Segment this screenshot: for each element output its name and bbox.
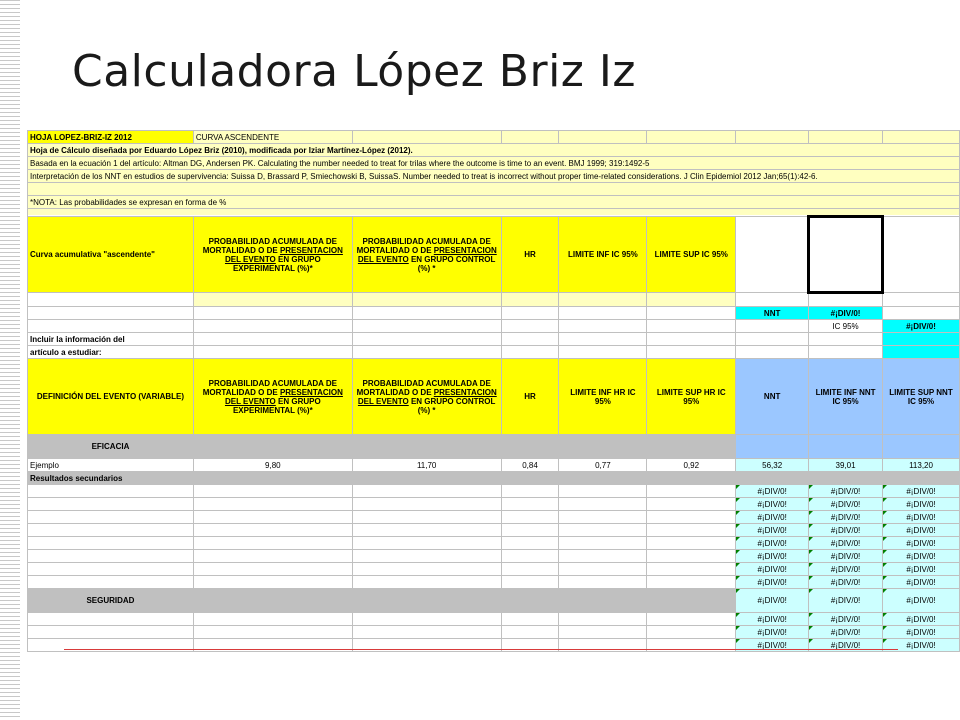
cell[interactable] (28, 511, 194, 524)
cell[interactable] (883, 472, 960, 485)
cell[interactable] (501, 524, 559, 537)
header-nnt-inf[interactable]: LIMITE INF NNT IC 95% (809, 359, 883, 435)
nnt-inf-error-cell[interactable]: #¡DIV/0! (809, 550, 883, 563)
cell[interactable] (352, 626, 501, 639)
header-ic-sup[interactable]: LIMITE SUP IC 95% (647, 217, 736, 293)
nnt-sup-error-cell[interactable]: #¡DIV/0! (883, 639, 960, 652)
cell[interactable] (501, 576, 559, 589)
cell[interactable] (559, 472, 647, 485)
cell[interactable] (352, 346, 501, 359)
cell[interactable] (647, 498, 736, 511)
cell[interactable] (647, 613, 736, 626)
nnt-error-cell[interactable]: #¡DIV/0! (736, 524, 809, 537)
cell[interactable] (736, 333, 809, 346)
cell[interactable] (501, 589, 559, 613)
example-exp-value[interactable]: 9,80 (193, 459, 352, 472)
cell[interactable] (28, 576, 194, 589)
nnt-sup-error-cell[interactable]: #¡DIV/0! (883, 576, 960, 589)
cell[interactable] (28, 613, 194, 626)
header-nnt-sup[interactable]: LIMITE SUP NNT IC 95% (883, 359, 960, 435)
cell[interactable] (647, 307, 736, 320)
cell[interactable] (501, 333, 559, 346)
cell[interactable] (559, 435, 647, 459)
cell[interactable] (883, 346, 960, 359)
cell[interactable] (28, 498, 194, 511)
cell[interactable] (193, 537, 352, 550)
cell[interactable] (647, 333, 736, 346)
nnt-error-cell[interactable]: #¡DIV/0! (736, 498, 809, 511)
cell[interactable] (28, 485, 194, 498)
cell[interactable] (809, 472, 883, 485)
cell[interactable] (559, 498, 647, 511)
cell[interactable] (501, 485, 559, 498)
input-sup-cell[interactable] (647, 293, 736, 307)
cell[interactable] (559, 485, 647, 498)
cell[interactable] (559, 537, 647, 550)
nnt-value-cell[interactable]: #¡DIV/0! (809, 307, 883, 320)
nnt-sup-error-cell[interactable]: #¡DIV/0! (883, 626, 960, 639)
cell[interactable] (352, 511, 501, 524)
cell[interactable] (559, 346, 647, 359)
nnt-inf-error-cell[interactable]: #¡DIV/0! (809, 537, 883, 550)
header-hr[interactable]: HR (501, 217, 559, 293)
header-text-underlined: PRESENTACION DEL EVENTO (224, 245, 343, 264)
header-text-underlined: PRESENTACION DEL EVENTO (357, 245, 497, 264)
nnt-error-cell[interactable]: #¡DIV/0! (736, 576, 809, 589)
cell[interactable] (736, 435, 809, 459)
header-text: EN GRUPO EXPERIMENTAL (%)* (232, 396, 321, 415)
cell[interactable] (352, 589, 501, 613)
cell[interactable] (352, 524, 501, 537)
cell[interactable] (883, 293, 960, 307)
nnt-inf-error-cell[interactable]: #¡DIV/0! (809, 626, 883, 639)
cell[interactable] (809, 293, 883, 307)
nnt-sup-error-cell[interactable]: #¡DIV/0! (883, 613, 960, 626)
seguridad-section-label[interactable]: SEGURIDAD (28, 589, 194, 613)
nnt-inf-error-cell[interactable]: #¡DIV/0! (809, 485, 883, 498)
header-hr-inf[interactable]: LIMITE INF HR IC 95% (559, 359, 647, 435)
nnt-inf-error-cell[interactable]: #¡DIV/0! (809, 563, 883, 576)
header-text: PROBABILIDAD ACUMULADA DE MORTALIDAD O DE (202, 236, 337, 255)
cell[interactable] (736, 293, 809, 307)
table-row (28, 511, 960, 524)
cell[interactable] (193, 524, 352, 537)
selected-cell[interactable] (809, 217, 883, 293)
cell[interactable] (193, 435, 352, 459)
table-row (28, 537, 960, 550)
cell[interactable] (501, 435, 559, 459)
ic95-label-cell[interactable]: IC 95% (809, 320, 883, 333)
header-exp-probability[interactable] (193, 217, 352, 293)
info-blank[interactable] (28, 209, 960, 217)
info-reference[interactable]: Basada en la ecuación 1 del artículo: Altman DG, Andersen PK. Calculating the number needed to treat for trilas where the outcome is time to an event. BMJ 1999; 319:1492-5 (28, 157, 960, 170)
cell[interactable] (193, 511, 352, 524)
cell[interactable] (559, 320, 647, 333)
cell[interactable] (559, 589, 647, 613)
header-hr[interactable]: HR (501, 359, 559, 435)
cell[interactable] (736, 131, 809, 144)
cell[interactable] (501, 320, 559, 333)
cell[interactable] (559, 524, 647, 537)
cell[interactable] (352, 576, 501, 589)
cell[interactable] (193, 613, 352, 626)
nnt-sup-error-cell[interactable]: #¡DIV/0! (883, 589, 960, 613)
cell[interactable] (352, 131, 501, 144)
cell[interactable] (647, 550, 736, 563)
cell[interactable] (559, 550, 647, 563)
cell[interactable] (501, 626, 559, 639)
cell[interactable] (647, 131, 736, 144)
cell[interactable] (647, 320, 736, 333)
cell[interactable] (352, 472, 501, 485)
info-blank[interactable] (28, 183, 960, 196)
cell[interactable] (883, 333, 960, 346)
event-definition-header[interactable]: DEFINICIÓN DEL EVENTO (VARIABLE) (28, 359, 194, 435)
cell[interactable] (352, 435, 501, 459)
header-ctl-probability[interactable] (352, 359, 501, 435)
sheet-name-cell[interactable]: HOJA LOPEZ-BRIZ-IZ 2012 (28, 131, 194, 144)
header-ctl-probability[interactable] (352, 217, 501, 293)
cell[interactable] (28, 293, 194, 307)
cell[interactable] (559, 333, 647, 346)
cell[interactable] (809, 131, 883, 144)
info-note[interactable]: *NOTA: Las probabilidades se expresan en forma de % (28, 196, 960, 209)
cell[interactable] (647, 346, 736, 359)
nnt-sup-error-cell[interactable]: #¡DIV/0! (883, 550, 960, 563)
cell[interactable] (883, 307, 960, 320)
nnt-label-cell[interactable]: NNT (736, 307, 809, 320)
cell[interactable] (647, 435, 736, 459)
cell[interactable] (501, 307, 559, 320)
cell[interactable] (736, 320, 809, 333)
cell[interactable] (559, 626, 647, 639)
calculator-grid (27, 130, 960, 652)
nnt-error-cell[interactable]: #¡DIV/0! (736, 563, 809, 576)
header-text-underlined: PRESENTACION DEL EVENTO (224, 387, 343, 406)
cell[interactable] (193, 563, 352, 576)
cell[interactable] (352, 563, 501, 576)
cell[interactable] (352, 333, 501, 346)
cell[interactable] (809, 346, 883, 359)
cell[interactable] (28, 524, 194, 537)
table-row (28, 550, 960, 563)
cell[interactable] (647, 511, 736, 524)
nnt-error-cell[interactable]: #¡DIV/0! (736, 550, 809, 563)
nnt-inf-error-cell[interactable]: #¡DIV/0! (809, 639, 883, 652)
slide-divider-line (64, 649, 898, 650)
cell[interactable] (193, 472, 352, 485)
cell[interactable] (883, 131, 960, 144)
example-nnt-sup-value[interactable]: 113,20 (883, 459, 960, 472)
ic95-value-cell[interactable]: #¡DIV/0! (883, 320, 960, 333)
table-row (28, 498, 960, 511)
input-exp-cell[interactable] (193, 293, 352, 307)
cell[interactable] (193, 320, 352, 333)
table-row (28, 485, 960, 498)
header-text: PROBABILIDAD ACUMULADA DE MORTALIDAD O DE (202, 378, 337, 397)
cell[interactable] (193, 589, 352, 613)
cell[interactable] (28, 307, 194, 320)
header-exp-probability[interactable] (193, 359, 352, 435)
table-row (28, 613, 960, 626)
cell[interactable] (193, 550, 352, 563)
cell[interactable] (559, 613, 647, 626)
header-text-underlined: PRESENTACION DEL EVENTO (357, 387, 497, 406)
cell[interactable] (736, 472, 809, 485)
cell[interactable] (193, 307, 352, 320)
cell[interactable] (352, 320, 501, 333)
curve-type-cell[interactable]: CURVA ASCENDENTE (193, 131, 352, 144)
nnt-sup-error-cell[interactable]: #¡DIV/0! (883, 498, 960, 511)
cell[interactable] (501, 346, 559, 359)
input-inf-cell[interactable] (559, 293, 647, 307)
example-nnt-inf-value[interactable]: 39,01 (809, 459, 883, 472)
cell[interactable] (193, 498, 352, 511)
cell[interactable] (28, 550, 194, 563)
cell[interactable] (501, 131, 559, 144)
cell[interactable] (28, 563, 194, 576)
cell[interactable] (501, 498, 559, 511)
nnt-sup-error-cell[interactable]: #¡DIV/0! (883, 524, 960, 537)
cell[interactable] (647, 485, 736, 498)
cell[interactable] (647, 589, 736, 613)
cell[interactable] (647, 563, 736, 576)
cell[interactable] (501, 613, 559, 626)
cell[interactable] (501, 537, 559, 550)
nnt-error-cell[interactable]: #¡DIV/0! (736, 537, 809, 550)
table-row (28, 626, 960, 639)
cell[interactable] (28, 537, 194, 550)
cell[interactable] (647, 472, 736, 485)
nnt-inf-error-cell[interactable]: #¡DIV/0! (809, 498, 883, 511)
example-nnt-value[interactable]: 56,32 (736, 459, 809, 472)
cell[interactable] (647, 537, 736, 550)
header-hr-sup[interactable]: LIMITE SUP HR IC 95% (647, 359, 736, 435)
cell[interactable] (501, 563, 559, 576)
eficacia-section-label[interactable]: EFICACIA (28, 435, 194, 459)
cell[interactable] (501, 511, 559, 524)
table-row (28, 524, 960, 537)
cell[interactable] (352, 550, 501, 563)
cell[interactable] (501, 472, 559, 485)
cell[interactable] (193, 626, 352, 639)
header-ic-inf[interactable]: LIMITE INF IC 95% (559, 217, 647, 293)
nnt-sup-error-cell[interactable]: #¡DIV/0! (883, 485, 960, 498)
header-nnt[interactable]: NNT (736, 359, 809, 435)
input-hr-cell[interactable] (501, 293, 559, 307)
cell[interactable] (736, 346, 809, 359)
cell[interactable] (193, 346, 352, 359)
nnt-error-cell[interactable]: #¡DIV/0! (736, 613, 809, 626)
cell[interactable] (647, 524, 736, 537)
cell[interactable] (647, 626, 736, 639)
secondary-results-label[interactable]: Resultados secundarios (28, 472, 194, 485)
nnt-sup-error-cell[interactable]: #¡DIV/0! (883, 511, 960, 524)
spreadsheet (27, 130, 960, 652)
example-inf-value[interactable]: 0,77 (559, 459, 647, 472)
cell[interactable] (193, 485, 352, 498)
cell[interactable] (501, 550, 559, 563)
cell[interactable] (809, 333, 883, 346)
cell[interactable] (193, 333, 352, 346)
input-ctl-cell[interactable] (352, 293, 501, 307)
slide-stripe-decoration (0, 0, 20, 720)
cell[interactable] (736, 217, 809, 293)
nnt-error-cell[interactable]: #¡DIV/0! (736, 589, 809, 613)
cell[interactable] (559, 511, 647, 524)
nnt-inf-error-cell[interactable]: #¡DIV/0! (809, 613, 883, 626)
slide-title: Calculadora López Briz Iz (72, 46, 636, 97)
cell[interactable] (352, 498, 501, 511)
example-ctl-value[interactable]: 11,70 (352, 459, 501, 472)
nnt-error-cell[interactable]: #¡DIV/0! (736, 485, 809, 498)
cell[interactable] (352, 537, 501, 550)
nnt-error-cell[interactable]: #¡DIV/0! (736, 639, 809, 652)
cell[interactable] (352, 307, 501, 320)
nnt-inf-error-cell[interactable]: #¡DIV/0! (809, 576, 883, 589)
cell[interactable] (559, 576, 647, 589)
example-hr-value[interactable]: 0,84 (501, 459, 559, 472)
cell[interactable] (28, 320, 194, 333)
nnt-inf-error-cell[interactable]: #¡DIV/0! (809, 511, 883, 524)
nnt-sup-error-cell[interactable]: #¡DIV/0! (883, 537, 960, 550)
table-row (28, 563, 960, 576)
cell[interactable] (559, 563, 647, 576)
header-text: PROBABILIDAD ACUMULADA DE MORTALIDAD O DE (356, 378, 491, 397)
cell[interactable] (193, 576, 352, 589)
cell[interactable] (352, 613, 501, 626)
header-text: EN GRUPO CONTROL (%) * (408, 254, 496, 273)
include-label-1[interactable]: Incluir la información del (28, 333, 194, 346)
cell[interactable] (559, 307, 647, 320)
cell[interactable] (809, 435, 883, 459)
nnt-error-cell[interactable]: #¡DIV/0! (736, 511, 809, 524)
header-text: EN GRUPO EXPERIMENTAL (%)* (232, 254, 321, 273)
example-label[interactable]: Ejemplo (28, 459, 194, 472)
nnt-error-cell[interactable]: #¡DIV/0! (736, 626, 809, 639)
cell[interactable] (883, 217, 960, 293)
nnt-sup-error-cell[interactable]: #¡DIV/0! (883, 563, 960, 576)
header-text: EN GRUPO CONTROL (%) * (408, 396, 496, 415)
table-row (28, 576, 960, 589)
info-author[interactable]: Hoja de Cálculo diseñada por Eduardo López Briz (2010), modificada por Iziar Martínez-López (2012). (28, 144, 960, 157)
cell[interactable] (28, 626, 194, 639)
cell[interactable] (352, 485, 501, 498)
cell[interactable] (559, 131, 647, 144)
nnt-inf-error-cell[interactable]: #¡DIV/0! (809, 524, 883, 537)
info-interpretation[interactable]: Interpretación de los NNT en estudios de supervivencia: Suissa D, Brassard P, Smiechowski B, SuissaS. Number needed to treat is incorrect without proper time-related considerations. J Clin Epidemiol 2012 Jan;65(1):42-6. (28, 170, 960, 183)
cell[interactable] (883, 435, 960, 459)
curve-row-label[interactable]: Curva acumulativa "ascendente" (28, 217, 194, 293)
include-label-2[interactable]: artículo a estudiar: (28, 346, 194, 359)
header-text: PROBABILIDAD ACUMULADA DE MORTALIDAD O DE (356, 236, 491, 255)
nnt-inf-error-cell[interactable]: #¡DIV/0! (809, 589, 883, 613)
cell[interactable] (647, 576, 736, 589)
example-sup-value[interactable]: 0,92 (647, 459, 736, 472)
